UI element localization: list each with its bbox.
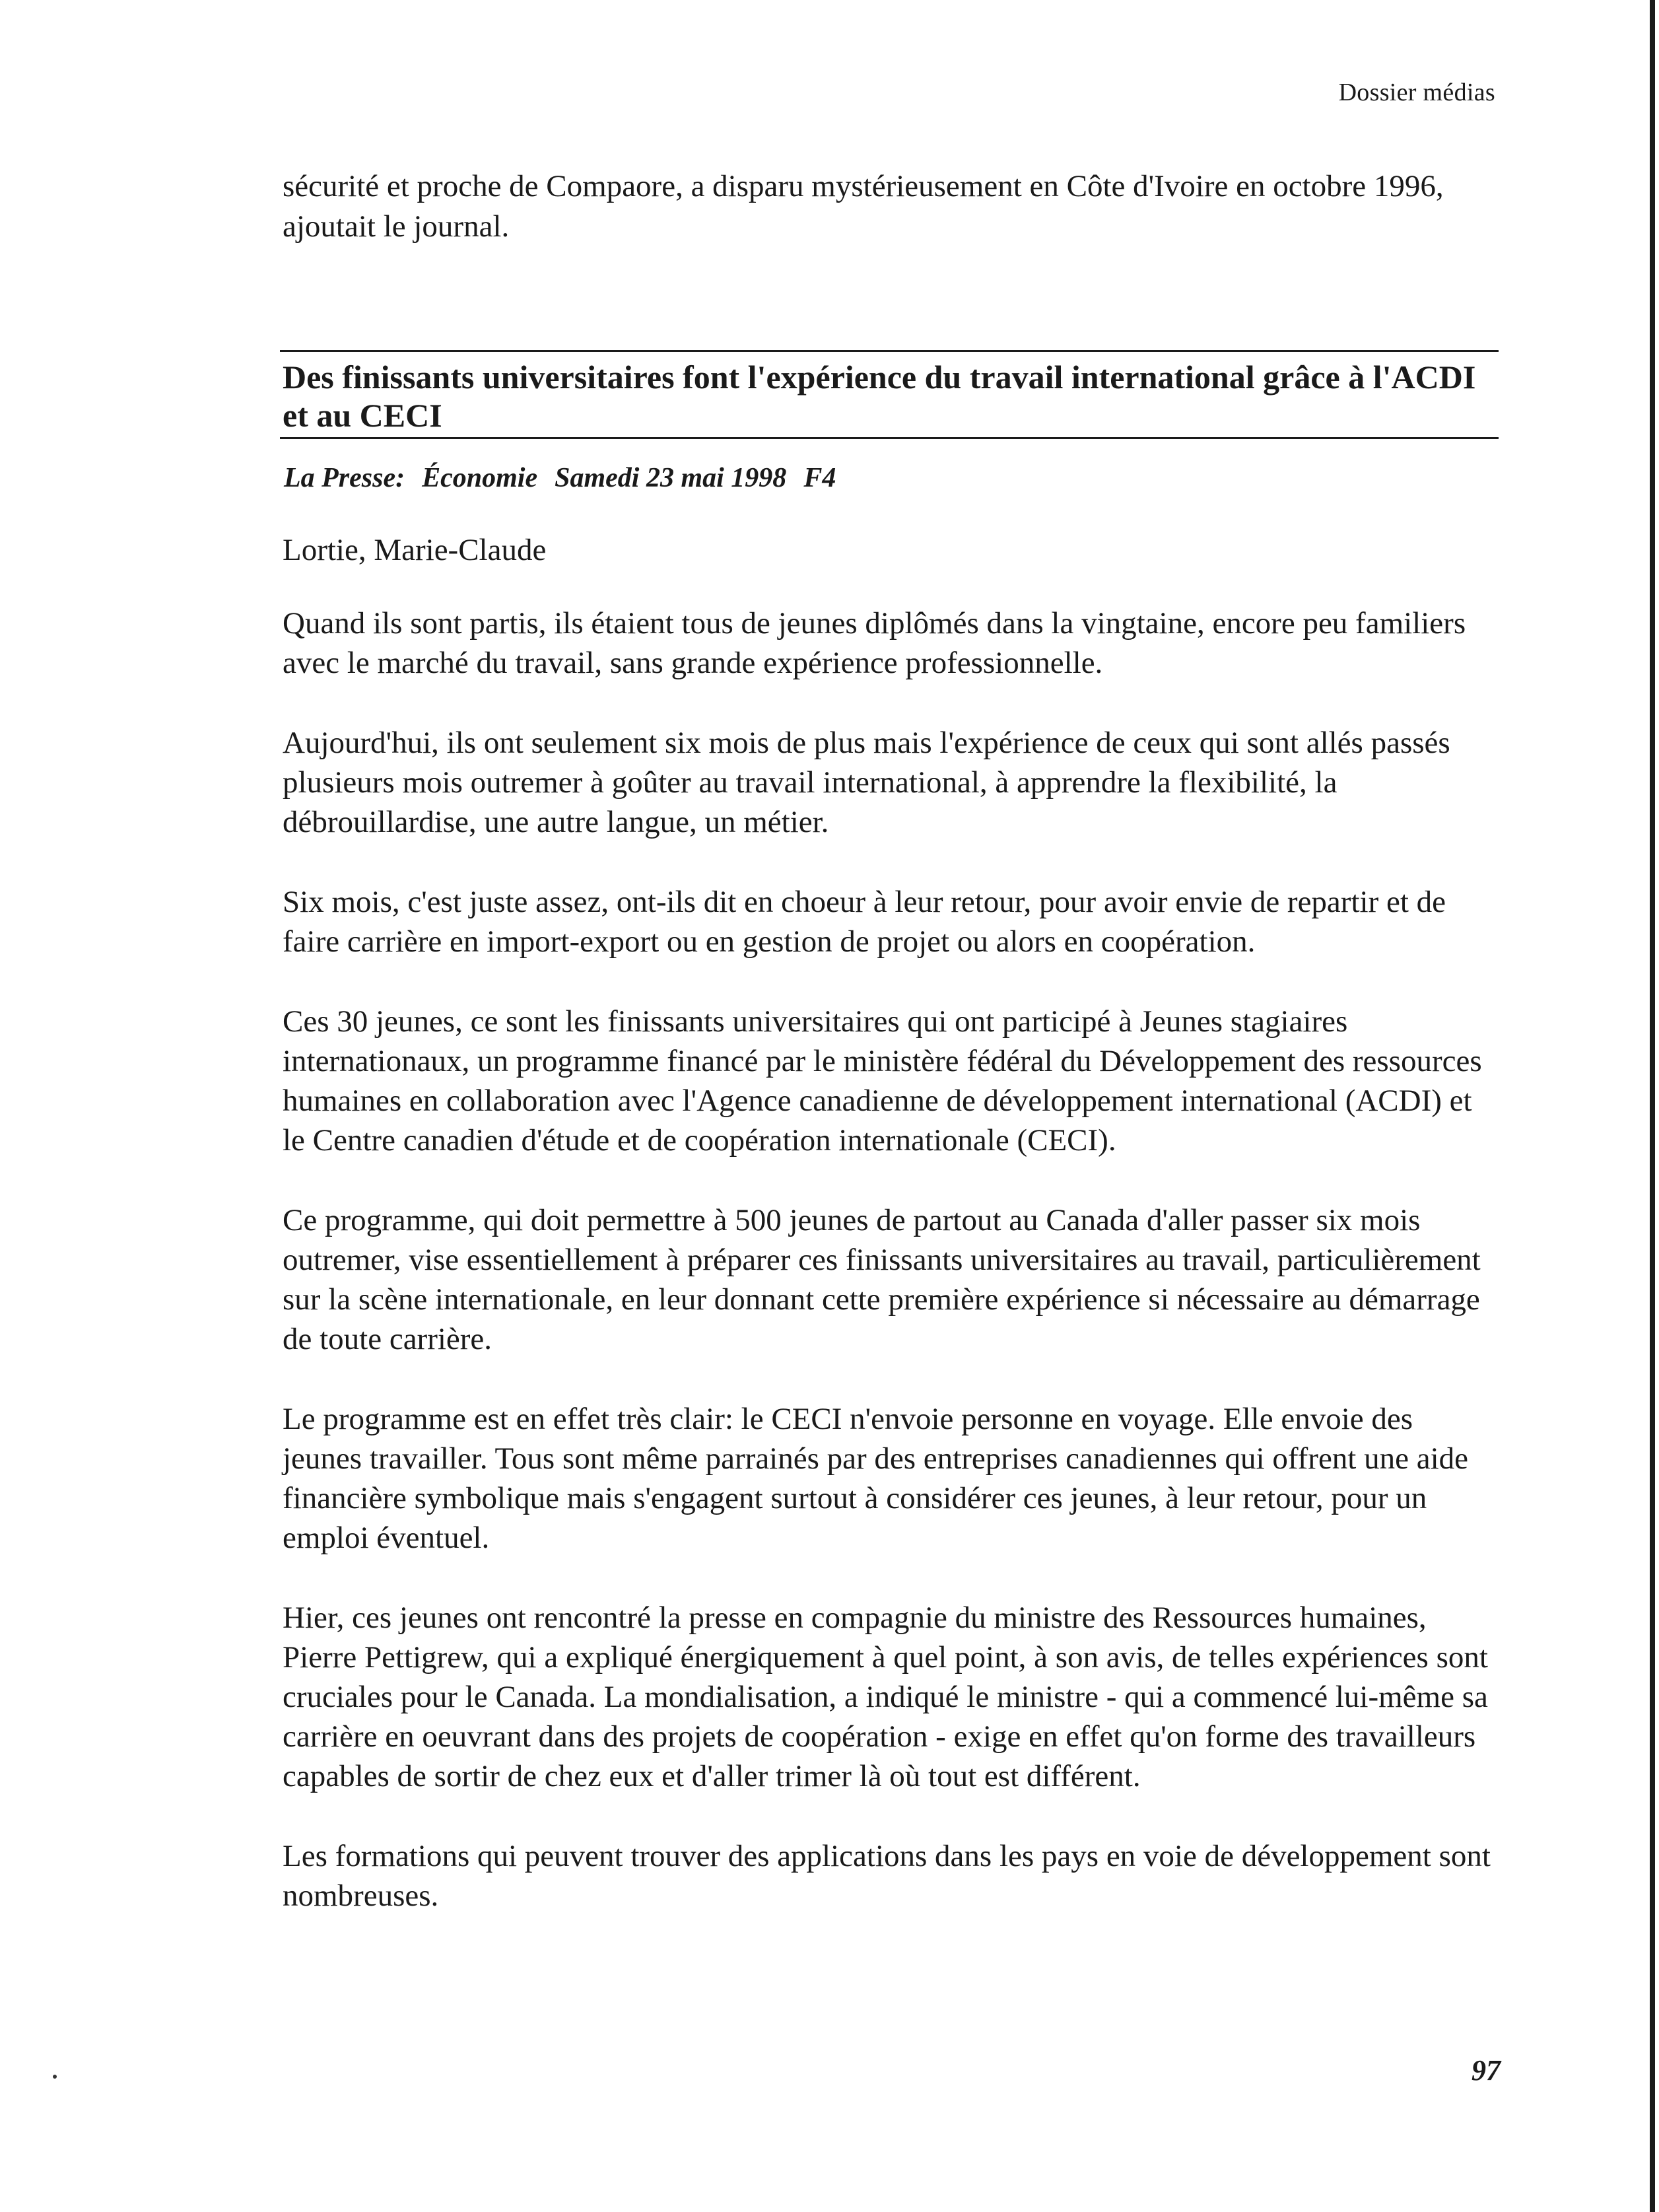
article-paragraph: Quand ils sont partis, ils étaient tous de jeunes diplômés dans la vingtaine, encore peu familiers avec le marché du travail, sans grande expérience professionnelle. — [283, 606, 1466, 680]
source-date: Samedi 23 mai 1998 — [555, 463, 787, 493]
article-paragraph: Le programme est en effet très clair: le CECI n'envoie personne en voyage. Elle envoie des jeunes travailler. Tous sont même parrainés par des entreprises canadiennes qui offrent une aide financière symbolique mais s'engagent surtout à considérer ces jeunes, à leur retour, pour un emploi éventuel. — [283, 1402, 1469, 1555]
article-paragraph: Aujourd'hui, ils ont seulement six mois de plus mais l'expérience de ceux qui sont allés passés plusieurs mois outremer à goûter au travail international, à apprendre la flexibilité, la débrouillardise, une autre langue, un métier. — [283, 726, 1450, 839]
article-body — [283, 604, 1497, 1956]
article-paragraph: Les formations qui peuvent trouver des applications dans les pays en voie de développement sont nombreuses. — [283, 1839, 1491, 1913]
source-publication: La Presse: — [284, 463, 405, 493]
continued-paragraph: sécurité et proche de Compaore, a disparu mystérieusement en Côte d'Ivoire en octobre 1996, ajoutait le journal. — [283, 169, 1444, 244]
title-rule-top — [280, 350, 1499, 352]
article-paragraph: Six mois, c'est juste assez, ont-ils dit en choeur à leur retour, pour avoir envie de repartir et de faire carrière en import-export ou en gestion de projet ou alors en coopération. — [283, 885, 1446, 959]
article-author: Lortie, Marie-Claude — [283, 533, 547, 567]
running-header: Dossier médias — [1338, 79, 1495, 106]
article-paragraph: Ce programme, qui doit permettre à 500 jeunes de partout au Canada d'aller passer six mois outremer, vise essentiellement à préparer ces finissants universitaires au travail, particulièrement sur la scène internationale, en leur donnant cette première expérience si nécessaire au démarrage de toute carrière. — [283, 1203, 1481, 1356]
article-title: Des finissants universitaires font l'expérience du travail international grâce à l'ACDI et au CECI — [283, 359, 1476, 434]
scan-edge-line — [1650, 0, 1655, 2212]
page-number: 97 — [1472, 2054, 1501, 2087]
source-section: Économie — [422, 463, 538, 493]
article-paragraph: Ces 30 jeunes, ce sont les finissants universitaires qui ont participé à Jeunes stagiaires internationaux, un programme financé par le ministère fédéral du Développement des ressources humaines en collaboration avec l'Agence canadienne de développement international (ACDI) et le Centre canadien d'étude et de coopération internationale (CECI). — [283, 1004, 1482, 1158]
scan-speck — [53, 2075, 57, 2079]
source-line — [284, 462, 853, 494]
article-paragraph: Hier, ces jeunes ont rencontré la presse en compagnie du ministre des Ressources humaines, Pierre Pettigrew, qui a expliqué énergiquement à quel point, à son avis, de telles expériences sont cruciales pour le Canada. La mondialisation, a indiqué le ministre - qui a commencé lui-même sa carrière en oeuvrant dans des projets de coopération - exige en effet qu'on forme des travailleurs capables de sortir de chez eux et d'aller trimer là où tout est différent. — [283, 1601, 1488, 1793]
source-page: F4 — [803, 463, 836, 493]
title-rule-bottom — [280, 437, 1499, 439]
